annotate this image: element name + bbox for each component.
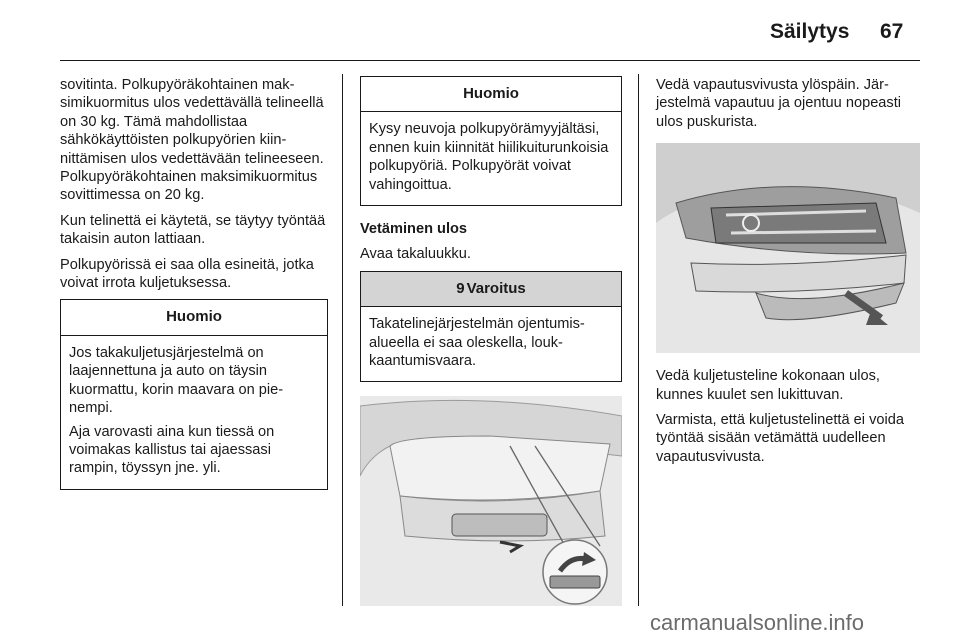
tailgate-release-drawing	[360, 396, 622, 606]
paragraph: Vedä vapautusvivusta ylöspäin. Järjestelmä vapautuu ja ojentuu nopeasti ulos puskurista.	[656, 77, 902, 130]
paragraph: Avaa takaluukku.	[360, 246, 471, 263]
paragraph: Kun telinettä ei käytetä, se täytyy työntää takaisin auton lattiaan.	[60, 212, 326, 248]
notice-box	[60, 299, 328, 489]
section-title: Säilytys	[770, 20, 850, 43]
tailgate-release-illustration	[360, 396, 622, 606]
notice-text: Aja varovasti aina kun tiessä on voimakas kallistus tai ajaessasi rampin, töyssyn jne. yli.	[69, 423, 275, 477]
notice-box-title: Huomio	[61, 300, 327, 335]
notice-text: Jos takakuljetusjärjestelmä on laajennettuna ja auto on täysin kuormattu, korin maavara on pienempi.	[69, 344, 284, 417]
column-3	[656, 76, 922, 473]
notice-box	[360, 76, 622, 206]
subheading: Vetäminen ulos	[360, 221, 468, 238]
header-divider	[60, 60, 920, 61]
column-2	[360, 76, 622, 606]
warning-box-title	[361, 272, 621, 307]
notice-box-body	[361, 112, 621, 205]
page-number: 67	[880, 20, 904, 43]
column-1	[60, 76, 328, 504]
carrier-extension-illustration	[656, 143, 920, 353]
notice-box-title: Huomio	[361, 77, 621, 112]
carrier-extension-drawing	[656, 143, 920, 353]
paragraph: Varmista, että kuljetustelinettä ei voida työntää sisään vetämättä uudelleen vapautusvivusta.	[656, 412, 904, 465]
notice-text: Kysy neuvoja polkupyörämyyjältäsi, ennen kuin kiinnität hiilikuiturunkoisia polkupyöriä. Polkupyörät voivat vahingoittua.	[369, 121, 609, 193]
paragraph: Vedä kuljetusteline kokonaan ulos, kunnes kuulet sen lukittuvan.	[656, 368, 880, 403]
notice-box-body	[61, 336, 327, 489]
warning-title: Varoitus	[466, 279, 526, 297]
column-divider-2	[638, 74, 639, 606]
warning-text: Takatelinejärjestelmän ojentumisalueella ei saa oleskella, loukkaantumisvaara.	[369, 316, 585, 370]
watermark: carmanualsonline.info	[650, 610, 865, 635]
warning-box	[360, 271, 622, 383]
column-divider-1	[342, 74, 343, 606]
warning-box-body	[361, 307, 621, 381]
paragraph: sovitinta. Polkupyöräkohtainen maksimikuormitus ulos vedettävällä telineellä on 30 kg. Tämä mahdollistaa sähkökäyttöisten polkupyörien kiinnittämisen ulos vedettävään telineeseen. Polkupyöräkohtainen maksimikuormitus sovittimessa on 20 kg.	[60, 77, 324, 204]
paragraph: Polkupyörissä ei saa olla esineitä, jotka voivat irrota kuljetuksessa.	[60, 256, 314, 292]
warning-icon: 9	[456, 279, 465, 297]
